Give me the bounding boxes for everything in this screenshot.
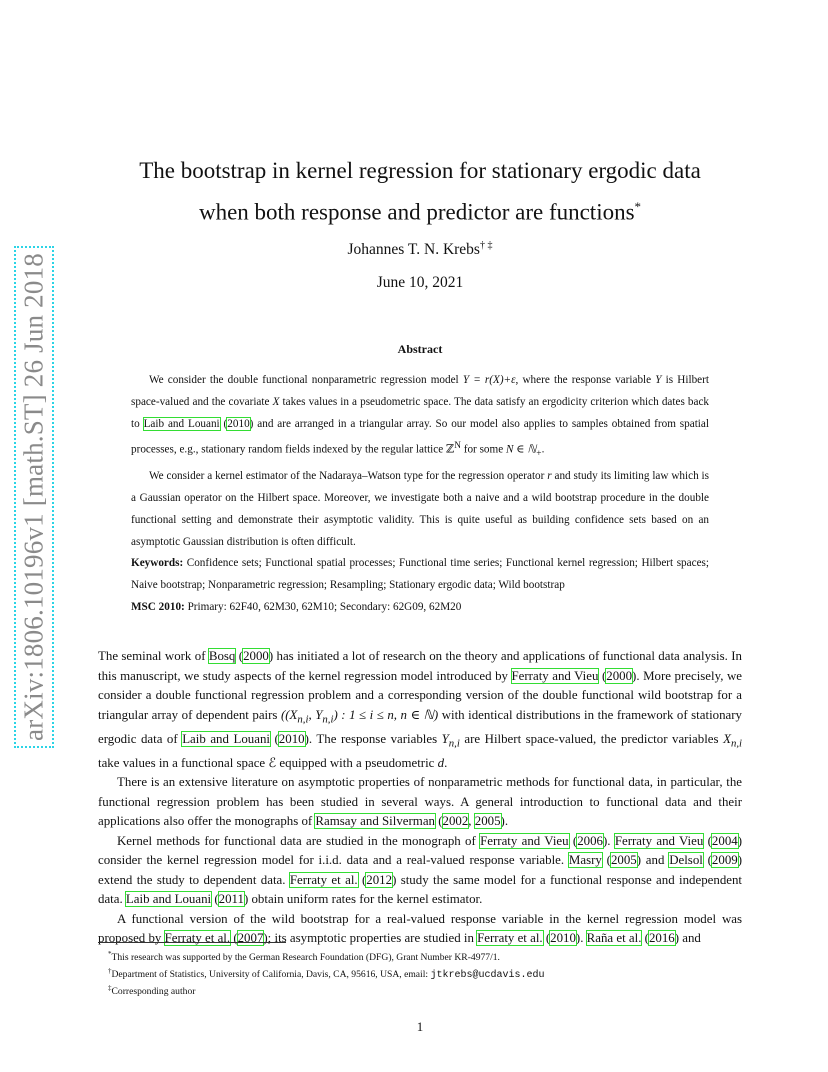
- citation-year-link[interactable]: 2012: [366, 872, 393, 887]
- citation-year-link[interactable]: 2010: [550, 931, 576, 946]
- citation-link[interactable]: Masry: [568, 853, 602, 868]
- citation-year-link[interactable]: 2000: [243, 649, 269, 663]
- citation-year-link[interactable]: 2010: [227, 418, 250, 430]
- author-name: Johannes T. N. Krebs: [347, 241, 480, 259]
- author-email[interactable]: jtkrebs@ucdavis.edu: [430, 969, 545, 981]
- main-text: [98, 647, 742, 949]
- citation-year-link[interactable]: 2016: [648, 931, 675, 946]
- keywords-block: [131, 552, 709, 618]
- abstract: [131, 369, 709, 553]
- page-number: 1: [416, 1020, 424, 1034]
- pairs-expression: (($X_{n,i}$, $Y_{n,i}$) : 1 ≤ i ≤ n, n ∈ ℕ): [280, 707, 439, 726]
- citation-link[interactable]: Ferraty et al.: [164, 931, 231, 946]
- body-paragraph-4: A functional version of the wild bootstrap for a real-valued response variable in the kernel regression model was proposed by Ferraty et al. (2007); its asymptotic properties are studied in Ferraty et al. (2010). Raña et al. (2016) and: [98, 911, 742, 946]
- footnote-divider: [98, 942, 286, 943]
- citation-link[interactable]: Raña et al.: [586, 931, 642, 946]
- citation-link[interactable]: Ramsay and Silverman: [315, 814, 435, 829]
- body-paragraph-1: The seminal work of Bosq (2000) has initiated a lot of research on the theory and applications of functional data analysis. In this manuscript, we study aspects of the kernel regression model introduced by Ferraty and Vieu (2000). More precisely, we consider a double functional regression problem and a corresponding version of the double functional wild bootstrap for a triangular array of dependent pairs (($X_{n,i}$, $Y_{n,i}$) : 1 ≤ i ≤ n, n ∈ ℕ) with identical distributions in the framework of stationary ergodic data of Laib and Louani (2010). The response variables $Y_{n,i}$ are Hilbert space-valued, the predictor variables $X_{n,i}$ take values in a functional space ℰ equipped with a pseudometric d.: [98, 649, 742, 770]
- footnote-affiliation: †Department of Statistics, University of California, Davis, CA, 95616, USA, email: jtkrebs@ucdavis.edu: [108, 966, 545, 981]
- citation-year-link[interactable]: 2010: [278, 731, 305, 746]
- footnotes: [108, 948, 544, 999]
- citation-year-link[interactable]: 2011: [218, 892, 244, 907]
- citation-year-link[interactable]: 2009: [711, 853, 738, 868]
- model-equation: Y = r(X)+ε: [462, 374, 516, 386]
- abstract-paragraph-1: We consider the double functional nonparametric regression model Y = r(X)+ε, where the response variable Y is Hilbert space-valued and the covariate X takes values in a pseudometric space. The data satisfy an ergodicity criterion which dates back to Laib and Louani (2010) and are arranged in a triangular array. So our model also applies to samples obtained from spatial processes, e.g., stationary random fields indexed by the regular lattice ℤ$^N$ for some N ∈ ℕ$_+$.: [131, 374, 710, 459]
- title-footnote-mark[interactable]: *: [634, 199, 642, 214]
- citation-link[interactable]: Bosq: [208, 649, 236, 663]
- citation-link[interactable]: Ferraty and Vieu: [511, 668, 599, 683]
- paper-title: [98, 153, 742, 231]
- msc-classification: MSC 2010: Primary: 62F40, 62M30, 62M10; Secondary: 62G09, 62M20: [131, 601, 462, 613]
- citation-year-link[interactable]: 2004: [711, 833, 738, 848]
- citation-link[interactable]: Ferraty and Vieu: [480, 833, 569, 848]
- abstract-heading: Abstract: [397, 342, 443, 356]
- author: [98, 240, 742, 259]
- citation-year-link[interactable]: 2002: [442, 814, 469, 829]
- title-line-2: when both response and predictor are functions: [198, 199, 635, 225]
- citation-link[interactable]: Ferraty et al.: [477, 931, 543, 946]
- body-paragraph-3: Kernel methods for functional data are studied in the monograph of Ferraty and Vieu (2006). Ferraty and Vieu (2004) consider the kernel regression model for i.i.d. data and a real-valued response variable. Masry (2005) and Delsol (2009) extend the study to dependent data. Ferraty et al. (2012) study the same model for a functional response and independent data. Laib and Louani (2011) obtain uniform rates for the kernel estimator.: [98, 833, 743, 907]
- citation-link[interactable]: Laib and Louani: [182, 731, 270, 746]
- abstract-paragraph-2: We consider a kernel estimator of the Nadaraya–Watson type for the regression operator r and study its limiting law which is a Gaussian operator on the Hilbert space. Moreover, we investigate both a naive and a wild bootstrap procedure in the double functional setting and demonstrate their asymptotic validity. This is quite useful as building confidence sets based on an asymptotic Gaussian distribution is often difficult.: [131, 469, 710, 548]
- date: June 10, 2021: [376, 274, 464, 291]
- arxiv-identifier-box[interactable]: [14, 246, 54, 748]
- author-footnote-marks[interactable]: † ‡: [479, 240, 493, 251]
- citation-year-link[interactable]: 2007: [237, 931, 264, 946]
- keywords-label: Keywords:: [131, 557, 184, 569]
- footnote-funding: *This research was supported by the German Research Foundation (DFG), Grant Number KR-4977/1.: [108, 950, 500, 964]
- citation-year-link[interactable]: 2005: [474, 814, 501, 829]
- keywords: Keywords: Confidence sets; Functional spatial processes; Functional time series; Functional kernel regression; Hilbert spaces; Naive bootstrap; Nonparametric regression; Resampling; Stationary ergodic data; Wild bootstrap: [131, 557, 709, 591]
- citation-link[interactable]: Ferraty et al.: [289, 872, 358, 887]
- citation-link[interactable]: Laib and Louani: [143, 418, 220, 430]
- citation-link[interactable]: Laib and Louani: [125, 892, 212, 907]
- body-paragraph-2: There is an extensive literature on asymptotic properties of nonparametric methods for functional data, in particular, the functional regression problem has been studied in several ways. A general introduction to functional data and their applications also offer the monographs of Ramsay and Silverman (2002, 2005).: [98, 775, 742, 829]
- citation-year-link[interactable]: 2006: [577, 833, 603, 848]
- msc-label: MSC 2010:: [131, 601, 185, 613]
- citation-link[interactable]: Delsol: [669, 853, 703, 868]
- footnote-corresponding: ‡Corresponding author: [108, 984, 196, 998]
- citation-link[interactable]: Ferraty and Vieu: [614, 833, 704, 848]
- title-line-1: The bootstrap in kernel regression for stationary ergodic data: [139, 158, 701, 183]
- arxiv-identifier[interactable]: arXiv:1806.10196v1 [math.ST] 26 Jun 2018: [18, 253, 49, 741]
- citation-year-link[interactable]: 2000: [606, 668, 633, 683]
- citation-year-link[interactable]: 2005: [610, 853, 637, 868]
